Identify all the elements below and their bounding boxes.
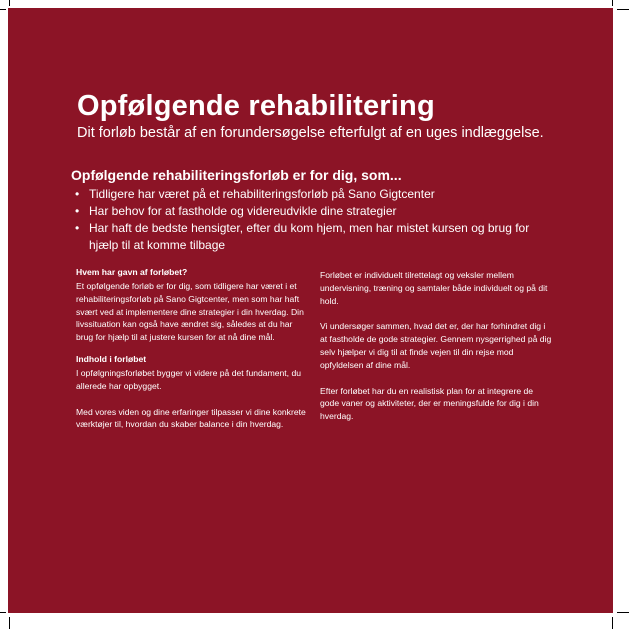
crop-mark xyxy=(612,617,613,629)
crop-mark xyxy=(617,612,629,613)
crop-mark xyxy=(617,9,629,10)
crop-mark xyxy=(9,617,10,629)
format-text: Forløbet er individuelt tilrettelagt og veksler mellem undervisning, træning og samtaler både individuelt og på dit hold. xyxy=(320,270,548,306)
content-heading: Indhold i forløbet xyxy=(76,353,147,364)
list-item: • Har behov for at fastholde og videreudvikle dine strategier xyxy=(71,203,546,220)
target-group-heading: Opfølgende rehabiliteringsforløb er for dig, som... xyxy=(71,167,402,183)
tools-text: Med vores viden og dine erfaringer tilpasser vi dine konkrete værktøjer til, hvordan du skaber balance i din hverdag. xyxy=(76,406,306,430)
crop-mark xyxy=(612,0,613,6)
page-title: Opfølgende rehabilitering xyxy=(77,90,435,122)
who-benefits-text: Et opfølgende forløb er for dig, som tidligere har været i et rehabiliteringsforløb på Sano Gigtcenter, men som har haft svært ved at implementere dine strategier i din hverdag. Din livssituation kan også have ændret sig, således at du har brug for hjælp til at justere kursen for at nå dine mål. xyxy=(76,281,304,343)
page-subtitle: Dit forløb består af en forundersøgelse efterfulgt af en uges indlæggelse. xyxy=(77,125,544,141)
left-column xyxy=(76,266,308,431)
crop-mark xyxy=(0,612,6,613)
list-item: • Har haft de bedste hensigter, efter du kom hjem, men har mistet kursen og brug for hjælp til at komme tilbage xyxy=(71,220,546,254)
crop-mark xyxy=(9,0,10,6)
content-text: I opfølgningsforløbet bygger vi videre på det fundament, du allerede har opbygget. xyxy=(76,367,302,391)
list-item: • Tidligere har været på et rehabiliteringsforløb på Sano Gigtcenter xyxy=(71,186,546,203)
right-column xyxy=(320,269,552,423)
outcome-text: Efter forløbet har du en realistisk plan for at integrere de gode vaner og aktiviteter, der er meningsfulde for dig i din hverdag. xyxy=(320,385,539,422)
who-benefits-heading: Hvem har gavn af forløbet? xyxy=(76,267,188,277)
target-group-list xyxy=(71,186,546,254)
investigation-text: Vi undersøger sammen, hvad det er, der har forhindret dig i at fastholde de gode strategier. Gennem nysgerrighed på dig selv hjælper vi dig til at finde vejen til din rejse mod opfyldelsen af dine mål. xyxy=(320,321,552,370)
crop-mark xyxy=(0,9,6,10)
page-panel xyxy=(8,8,613,613)
